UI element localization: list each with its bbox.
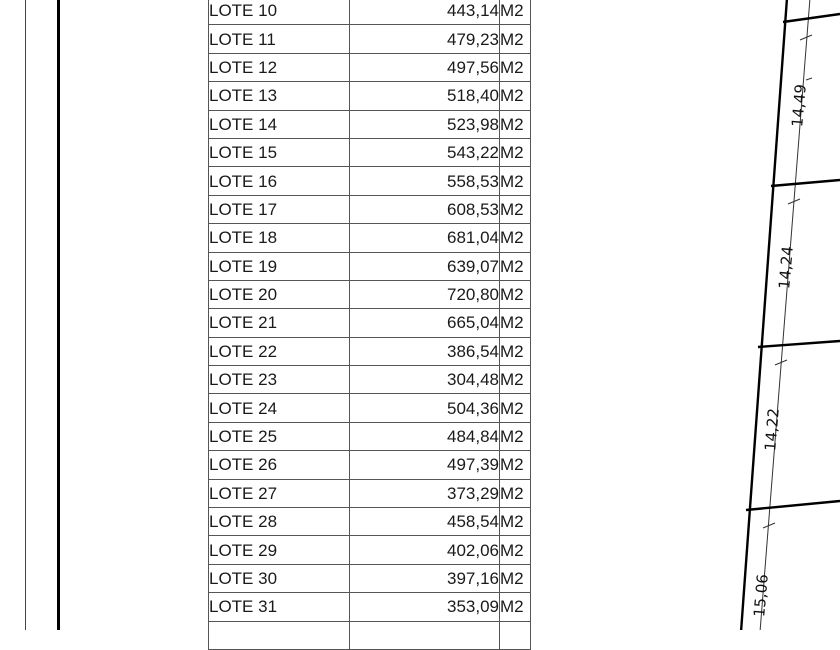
- area-unit-cell: M2: [500, 479, 531, 507]
- lot-area-cell: 720,80: [350, 280, 500, 308]
- lot-name-cell: LOTE 21: [209, 309, 350, 337]
- lot-area-cell: 639,07: [350, 252, 500, 280]
- lot-name-cell: LOTE 14: [209, 110, 350, 138]
- lot-area-cell: 353,09: [350, 593, 500, 621]
- lot-area-cell: 504,36: [350, 394, 500, 422]
- lot-name-cell: LOTE 17: [209, 195, 350, 223]
- lot-area-cell: 543,22: [350, 138, 500, 166]
- lot-name-cell: LOTE 20: [209, 280, 350, 308]
- dimension-label: 15,06: [750, 573, 772, 618]
- lot-division-line: [783, 14, 840, 22]
- area-unit-cell: M2: [500, 564, 531, 592]
- lot-name-cell: LOTE 25: [209, 422, 350, 450]
- lot-division-line: [746, 501, 840, 510]
- area-unit-cell: M2: [500, 593, 531, 621]
- area-unit-cell: M2: [500, 394, 531, 422]
- lot-name-cell: LOTE 26: [209, 451, 350, 479]
- lot-area-cell: 497,39: [350, 451, 500, 479]
- area-unit-cell: M2: [500, 195, 531, 223]
- area-unit-cell: M2: [500, 82, 531, 110]
- lot-area-cell: 402,06: [350, 536, 500, 564]
- lot-name-cell: LOTE 16: [209, 167, 350, 195]
- lot-area-cell: 397,16: [350, 564, 500, 592]
- plan-boundary-line: [741, 0, 787, 630]
- lot-area-cell: 458,54: [350, 508, 500, 536]
- lot-name-cell: LOTE 31: [209, 593, 350, 621]
- lot-area-cell: 304,48: [350, 366, 500, 394]
- lot-area-cell: 443,14: [350, 0, 500, 25]
- lot-division-line: [758, 341, 840, 347]
- area-unit-cell: M2: [500, 366, 531, 394]
- lot-name-cell: LOTE 27: [209, 479, 350, 507]
- lot-area-cell: 484,84: [350, 422, 500, 450]
- lot-area-cell: 558,53: [350, 167, 500, 195]
- area-unit-cell: M2: [500, 422, 531, 450]
- area-unit-cell: M2: [500, 280, 531, 308]
- dimension-label: 14,24: [775, 245, 797, 290]
- dimension-label: 14,22: [761, 407, 783, 452]
- dimension-label: 14,49: [788, 83, 810, 128]
- area-unit-cell: M2: [500, 337, 531, 365]
- lot-name-cell: LOTE 28: [209, 508, 350, 536]
- lot-area-cell: 665,04: [350, 309, 500, 337]
- area-unit-cell: M2: [500, 0, 531, 25]
- lot-area-cell: 386,54: [350, 337, 500, 365]
- lot-area-cell: 497,56: [350, 53, 500, 81]
- lot-area-cell: 608,53: [350, 195, 500, 223]
- lot-name-cell: LOTE 10: [209, 0, 350, 25]
- area-unit-cell: M2: [500, 536, 531, 564]
- lot-name-cell: LOTE 30: [209, 564, 350, 592]
- area-unit-cell: M2: [500, 138, 531, 166]
- area-unit-cell: M2: [500, 110, 531, 138]
- lot-name-cell: LOTE 18: [209, 224, 350, 252]
- area-unit-cell: M2: [500, 451, 531, 479]
- lot-area-cell: 681,04: [350, 224, 500, 252]
- area-unit-cell: M2: [500, 25, 531, 53]
- area-unit-cell: M2: [500, 309, 531, 337]
- lot-area-cell: 518,40: [350, 82, 500, 110]
- area-unit-cell: M2: [500, 252, 531, 280]
- lot-area-cell: 479,23: [350, 25, 500, 53]
- lot-division-line: [771, 180, 840, 186]
- area-unit-cell: M2: [500, 53, 531, 81]
- lot-name-cell: LOTE 11: [209, 25, 350, 53]
- lot-name-cell: LOTE 12: [209, 53, 350, 81]
- lot-name-cell: LOTE 19: [209, 252, 350, 280]
- area-unit-cell: M2: [500, 224, 531, 252]
- lot-area-cell: 373,29: [350, 479, 500, 507]
- area-unit-cell: M2: [500, 167, 531, 195]
- lot-name-cell: LOTE 24: [209, 394, 350, 422]
- lot-name-cell: LOTE 15: [209, 138, 350, 166]
- lot-name-cell: LOTE 23: [209, 366, 350, 394]
- area-unit-cell: M2: [500, 508, 531, 536]
- lot-name-cell: LOTE 22: [209, 337, 350, 365]
- lot-name-cell: LOTE 13: [209, 82, 350, 110]
- lot-name-cell: LOTE 29: [209, 536, 350, 564]
- lot-area-cell: 523,98: [350, 110, 500, 138]
